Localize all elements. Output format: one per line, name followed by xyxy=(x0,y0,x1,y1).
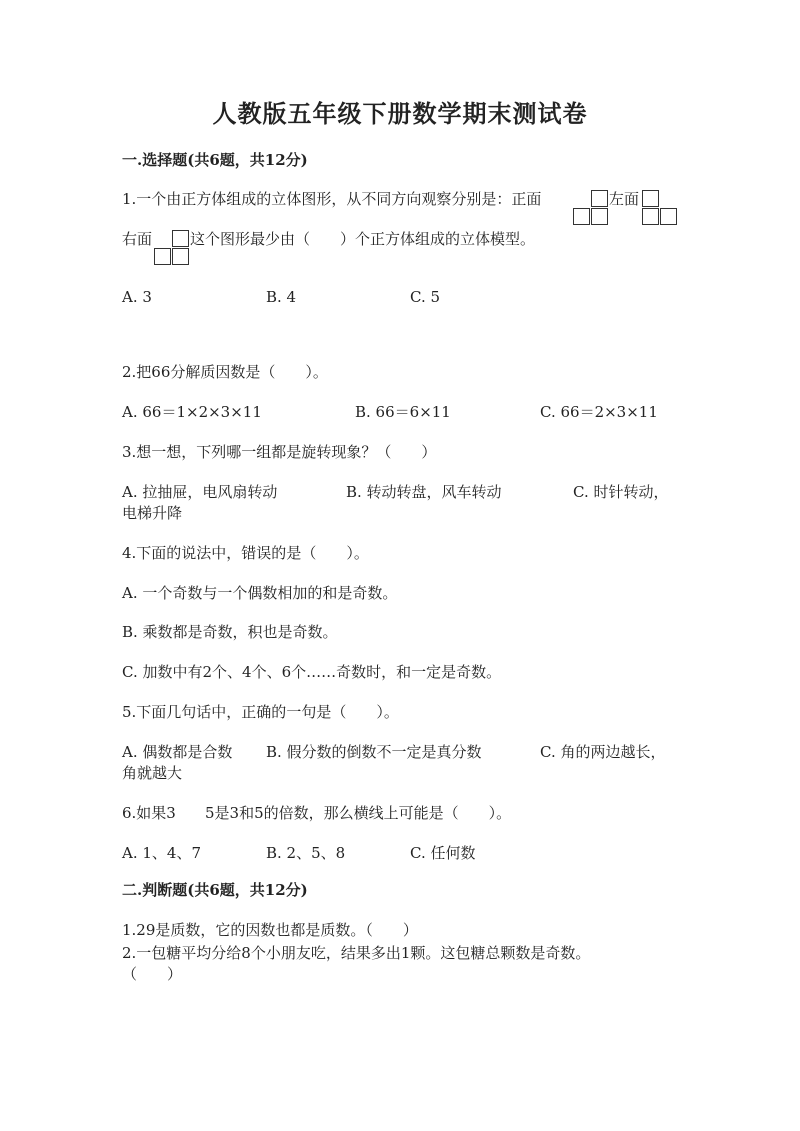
q1-option-c[interactable]: C. 5 xyxy=(410,288,441,306)
q3-option-c[interactable]: C. 时针转动， xyxy=(573,483,669,501)
section-heading-choice: 一.选择题(共6题，共12分) xyxy=(122,151,308,169)
q1-label-left: 左面 xyxy=(609,190,640,208)
q5-option-a[interactable]: A. 偶数都是合数 xyxy=(122,743,233,761)
front-view-figure xyxy=(573,190,609,226)
q6-option-b[interactable]: B. 2、5、8 xyxy=(266,844,346,862)
q1-stem-part1: 1.一个由正方体组成的立体图形，从不同方向观察分别是：正面 xyxy=(122,190,542,208)
right-view-figure xyxy=(154,230,190,266)
judgment-2-answer-blank[interactable]: （ ） xyxy=(122,965,183,983)
q2-option-a[interactable]: A. 66＝1×2×3×11 xyxy=(122,403,262,421)
q3-option-b[interactable]: B. 转动转盘，风车转动 xyxy=(346,483,502,501)
judgment-1-stem: 1.29是质数，它的因数也都是质数。（ ） xyxy=(122,921,418,939)
q1-stem-part2: 这个图形最少由（ ）个正方体组成的立体模型。 xyxy=(190,230,536,248)
section-heading-judgment: 二.判断题(共6题，共12分) xyxy=(122,881,308,899)
q5-option-b[interactable]: B. 假分数的倒数不一定是真分数 xyxy=(266,743,482,761)
page-title: 人教版五年级下册数学期末测试卷 xyxy=(212,99,588,128)
cube-square xyxy=(591,208,608,225)
q6-stem-part2: 5是3和5的倍数，那么横线上可能是（ ）。 xyxy=(205,804,512,822)
q1-label-right: 右面 xyxy=(122,230,153,248)
q5-stem: 5.下面几句话中，正确的一句是（ ）。 xyxy=(122,703,399,721)
cube-square xyxy=(154,248,171,265)
q5-option-c[interactable]: C. 角的两边越长， xyxy=(540,743,666,761)
cube-square xyxy=(172,248,189,265)
q6-stem-part1: 6.如果3 xyxy=(122,804,176,822)
q2-option-c[interactable]: C. 66＝2×3×11 xyxy=(540,403,658,421)
q4-option-b[interactable]: B. 乘数都是奇数，积也是奇数。 xyxy=(122,623,338,641)
q6-option-c[interactable]: C. 任何数 xyxy=(410,844,476,862)
cube-square xyxy=(642,208,659,225)
cube-square xyxy=(591,190,608,207)
judgment-2-stem: 2.一包糖平均分给8个小朋友吃，结果多出1颗。这包糖总颗数是奇数。 xyxy=(122,944,591,962)
q1-option-b[interactable]: B. 4 xyxy=(266,288,297,306)
cube-square xyxy=(172,230,189,247)
q6-option-a[interactable]: A. 1、4、7 xyxy=(122,844,201,862)
q1-option-a[interactable]: A. 3 xyxy=(122,288,152,306)
q5-option-c-continued: 角就越大 xyxy=(122,764,183,782)
q4-option-c[interactable]: C. 加数中有2个、4个、6个……奇数时，和一定是奇数。 xyxy=(122,663,502,681)
q2-option-b[interactable]: B. 66＝6×11 xyxy=(355,403,451,421)
q2-stem: 2.把66分解质因数是（ ）。 xyxy=(122,363,328,381)
q3-option-c-continued: 电梯升降 xyxy=(122,504,183,522)
cube-square xyxy=(573,208,590,225)
q3-option-a[interactable]: A. 拉抽屉，电风扇转动 xyxy=(122,483,278,501)
cube-square xyxy=(642,190,659,207)
q4-stem: 4.下面的说法中，错误的是（ ）。 xyxy=(122,544,369,562)
left-view-figure xyxy=(642,190,678,226)
cube-square xyxy=(660,208,677,225)
q4-option-a[interactable]: A. 一个奇数与一个偶数相加的和是奇数。 xyxy=(122,584,398,602)
q3-stem: 3.想一想，下列哪一组都是旋转现象？（ ） xyxy=(122,443,437,461)
